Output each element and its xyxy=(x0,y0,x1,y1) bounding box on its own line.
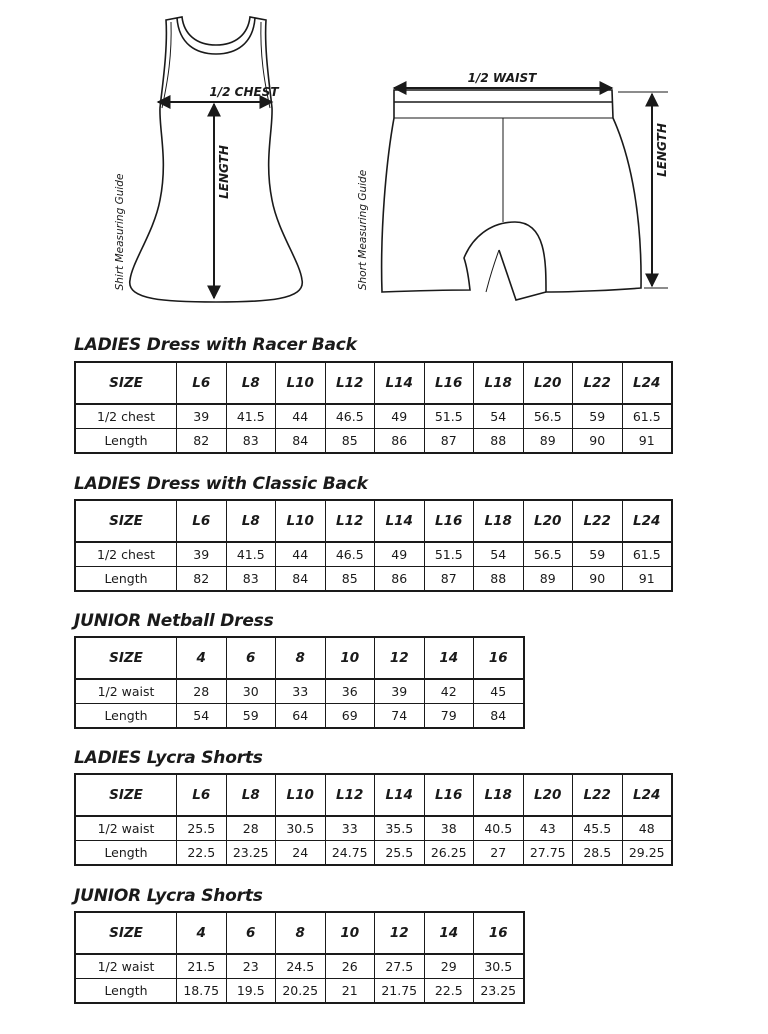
size-column-header: L12 xyxy=(325,774,375,816)
table-row xyxy=(75,404,672,429)
table-header-row xyxy=(75,500,672,542)
shirt-diagram xyxy=(130,17,303,302)
measurement-cell: 28 xyxy=(226,816,276,841)
table-row xyxy=(75,841,672,866)
measurement-cell: 46.5 xyxy=(325,404,375,429)
shorts-waist-label: 1/2 WAIST xyxy=(467,71,537,85)
size-column-header: 4 xyxy=(177,912,227,954)
measurement-cell: 26.25 xyxy=(424,841,474,866)
measurement-cell: 54 xyxy=(474,404,524,429)
size-column-header: 12 xyxy=(375,637,425,679)
measurement-cell: 89 xyxy=(523,429,573,454)
size-column-header: L10 xyxy=(276,774,326,816)
measurement-cell: 51.5 xyxy=(424,404,474,429)
measurement-cell: 46.5 xyxy=(325,542,375,567)
size-column-header: 10 xyxy=(325,912,375,954)
shorts-outline xyxy=(382,90,641,292)
shorts-length-label: LENGTH xyxy=(655,123,669,177)
measurement-cell: 26 xyxy=(325,954,375,979)
size-table-ladies-lycra-shorts xyxy=(74,773,673,866)
measurement-cell: 25.5 xyxy=(177,816,227,841)
shirt-neckline xyxy=(177,18,255,54)
measurement-cell: 38 xyxy=(424,816,474,841)
table-row xyxy=(75,816,672,841)
measurement-cell: 35.5 xyxy=(375,816,425,841)
shorts-diagram xyxy=(382,90,641,300)
measurement-cell: 87 xyxy=(424,429,474,454)
row-label: Length xyxy=(75,704,177,729)
size-column-header: 16 xyxy=(474,637,524,679)
row-label: Length xyxy=(75,429,177,454)
measurement-cell: 44 xyxy=(276,404,326,429)
row-label: 1/2 chest xyxy=(75,542,177,567)
size-table-ladies-classic-back xyxy=(74,499,673,592)
size-column-header: L24 xyxy=(622,362,672,404)
size-column-header: 14 xyxy=(424,912,474,954)
section-title-ladies-racer-back: LADIES Dress with Racer Back xyxy=(74,335,357,355)
size-column-header: 6 xyxy=(226,637,276,679)
measurement-cell: 59 xyxy=(226,704,276,729)
measurement-cell: 79 xyxy=(424,704,474,729)
row-label: 1/2 waist xyxy=(75,679,177,704)
size-column-header: L16 xyxy=(424,774,474,816)
table-row xyxy=(75,954,524,979)
measurement-cell: 48 xyxy=(622,816,672,841)
size-column-header: L22 xyxy=(573,362,623,404)
size-column-header: 4 xyxy=(177,637,227,679)
measurement-cell: 23.25 xyxy=(226,841,276,866)
size-column-header: 8 xyxy=(276,912,326,954)
table-row xyxy=(75,679,524,704)
measurement-cell: 61.5 xyxy=(622,542,672,567)
shirt-guide-label: Shirt Measuring Guide xyxy=(114,173,126,291)
measurement-cell: 45 xyxy=(474,679,524,704)
table-row xyxy=(75,429,672,454)
measurement-cell: 30.5 xyxy=(474,954,524,979)
section-title-ladies-lycra-shorts: LADIES Lycra Shorts xyxy=(74,748,263,768)
measurement-cell: 21 xyxy=(325,979,375,1004)
measurement-cell: 59 xyxy=(573,542,623,567)
measurement-cell: 69 xyxy=(325,704,375,729)
measurement-cell: 85 xyxy=(325,429,375,454)
measurement-cell: 23 xyxy=(226,954,276,979)
table-row xyxy=(75,542,672,567)
row-label: Length xyxy=(75,979,177,1004)
size-column-header: L14 xyxy=(375,500,425,542)
measurement-cell: 51.5 xyxy=(424,542,474,567)
measurement-cell: 27.75 xyxy=(523,841,573,866)
measurement-cell: 56.5 xyxy=(523,404,573,429)
measurement-cell: 39 xyxy=(177,404,227,429)
measurement-cell: 86 xyxy=(375,429,425,454)
size-header: SIZE xyxy=(75,774,177,816)
measurement-cell: 83 xyxy=(226,429,276,454)
measurement-cell: 84 xyxy=(276,567,326,592)
measurement-cell: 84 xyxy=(276,429,326,454)
measurement-cell: 56.5 xyxy=(523,542,573,567)
measurement-cell: 87 xyxy=(424,567,474,592)
size-column-header: 8 xyxy=(276,637,326,679)
measuring-guide-diagrams xyxy=(0,0,768,320)
measurement-cell: 86 xyxy=(375,567,425,592)
size-column-header: 6 xyxy=(226,912,276,954)
measurement-cell: 82 xyxy=(177,567,227,592)
measurement-cell: 59 xyxy=(573,404,623,429)
size-table-ladies-racer-back xyxy=(74,361,673,454)
size-column-header: 10 xyxy=(325,637,375,679)
measurement-cell: 43 xyxy=(523,816,573,841)
measurement-cell: 61.5 xyxy=(622,404,672,429)
measurement-cell: 91 xyxy=(622,429,672,454)
size-header: SIZE xyxy=(75,362,177,404)
size-column-header: L6 xyxy=(177,774,227,816)
measurement-cell: 89 xyxy=(523,567,573,592)
shirt-length-label: LENGTH xyxy=(217,145,231,199)
measurement-cell: 45.5 xyxy=(573,816,623,841)
size-table-junior-netball-dress xyxy=(74,636,525,729)
section-title-junior-lycra-shorts: JUNIOR Lycra Shorts xyxy=(74,886,263,906)
measurement-cell: 90 xyxy=(573,429,623,454)
size-column-header: 14 xyxy=(424,637,474,679)
measurement-cell: 91 xyxy=(622,567,672,592)
measurement-cell: 74 xyxy=(375,704,425,729)
measurement-cell: 24.75 xyxy=(325,841,375,866)
measurement-cell: 29.25 xyxy=(622,841,672,866)
table-row xyxy=(75,567,672,592)
row-label: Length xyxy=(75,841,177,866)
size-column-header: L20 xyxy=(523,362,573,404)
size-column-header: L20 xyxy=(523,500,573,542)
table-header-row xyxy=(75,362,672,404)
measurement-cell: 88 xyxy=(474,429,524,454)
shorts-guide-label: Short Measuring Guide xyxy=(357,169,369,291)
measurement-cell: 24 xyxy=(276,841,326,866)
size-column-header: L12 xyxy=(325,500,375,542)
measurement-cell: 84 xyxy=(474,704,524,729)
measurement-cell: 25.5 xyxy=(375,841,425,866)
measurement-cell: 36 xyxy=(325,679,375,704)
measurement-cell: 41.5 xyxy=(226,542,276,567)
row-label: 1/2 waist xyxy=(75,816,177,841)
measurement-cell: 39 xyxy=(375,679,425,704)
measurement-cell: 40.5 xyxy=(474,816,524,841)
measurement-cell: 85 xyxy=(325,567,375,592)
measurement-cell: 41.5 xyxy=(226,404,276,429)
size-column-header: L10 xyxy=(276,500,326,542)
measurement-cell: 64 xyxy=(276,704,326,729)
size-column-header: L18 xyxy=(474,774,524,816)
measurement-cell: 54 xyxy=(474,542,524,567)
size-column-header: L18 xyxy=(474,500,524,542)
size-column-header: L22 xyxy=(573,500,623,542)
shirt-outline xyxy=(130,17,303,302)
table-header-row xyxy=(75,912,524,954)
shirt-chest-label: 1/2 CHEST xyxy=(209,85,279,99)
size-header: SIZE xyxy=(75,912,177,954)
size-column-header: L6 xyxy=(177,500,227,542)
measurement-cell: 20.25 xyxy=(276,979,326,1004)
measurement-cell: 88 xyxy=(474,567,524,592)
measurement-cell: 82 xyxy=(177,429,227,454)
measurement-cell: 42 xyxy=(424,679,474,704)
size-column-header: L12 xyxy=(325,362,375,404)
section-title-ladies-classic-back: LADIES Dress with Classic Back xyxy=(74,474,368,494)
measurement-cell: 29 xyxy=(424,954,474,979)
size-column-header: L14 xyxy=(375,774,425,816)
measurement-cell: 30.5 xyxy=(276,816,326,841)
measurement-cell: 18.75 xyxy=(177,979,227,1004)
table-header-row xyxy=(75,774,672,816)
measurement-cell: 90 xyxy=(573,567,623,592)
measurement-cell: 44 xyxy=(276,542,326,567)
size-column-header: L22 xyxy=(573,774,623,816)
size-column-header: L18 xyxy=(474,362,524,404)
measurement-cell: 33 xyxy=(325,816,375,841)
measurement-cell: 33 xyxy=(276,679,326,704)
size-column-header: L16 xyxy=(424,500,474,542)
measurement-cell: 39 xyxy=(177,542,227,567)
measurement-cell: 49 xyxy=(375,542,425,567)
size-column-header: L14 xyxy=(375,362,425,404)
measurement-cell: 28 xyxy=(177,679,227,704)
size-column-header: L24 xyxy=(622,774,672,816)
measurement-cell: 21.5 xyxy=(177,954,227,979)
table-row xyxy=(75,979,524,1004)
measurement-cell: 24.5 xyxy=(276,954,326,979)
measurement-cell: 28.5 xyxy=(573,841,623,866)
size-column-header: L16 xyxy=(424,362,474,404)
measurement-cell: 23.25 xyxy=(474,979,524,1004)
size-column-header: L6 xyxy=(177,362,227,404)
size-table-junior-lycra-shorts xyxy=(74,911,525,1004)
size-column-header: 16 xyxy=(474,912,524,954)
size-column-header: L8 xyxy=(226,362,276,404)
row-label: 1/2 chest xyxy=(75,404,177,429)
size-column-header: L8 xyxy=(226,774,276,816)
measurement-cell: 21.75 xyxy=(375,979,425,1004)
size-header: SIZE xyxy=(75,637,177,679)
measurement-cell: 19.5 xyxy=(226,979,276,1004)
measurement-cell: 30 xyxy=(226,679,276,704)
table-header-row xyxy=(75,637,524,679)
measurement-cell: 83 xyxy=(226,567,276,592)
measurement-cell: 49 xyxy=(375,404,425,429)
measurement-cell: 22.5 xyxy=(177,841,227,866)
size-header: SIZE xyxy=(75,500,177,542)
size-column-header: 12 xyxy=(375,912,425,954)
section-title-junior-netball-dress: JUNIOR Netball Dress xyxy=(74,611,274,631)
size-column-header: L20 xyxy=(523,774,573,816)
measurement-cell: 22.5 xyxy=(424,979,474,1004)
table-row xyxy=(75,704,524,729)
measurement-cell: 54 xyxy=(177,704,227,729)
row-label: 1/2 waist xyxy=(75,954,177,979)
measurement-cell: 27.5 xyxy=(375,954,425,979)
measurement-cell: 27 xyxy=(474,841,524,866)
row-label: Length xyxy=(75,567,177,592)
size-column-header: L8 xyxy=(226,500,276,542)
size-column-header: L24 xyxy=(622,500,672,542)
size-column-header: L10 xyxy=(276,362,326,404)
